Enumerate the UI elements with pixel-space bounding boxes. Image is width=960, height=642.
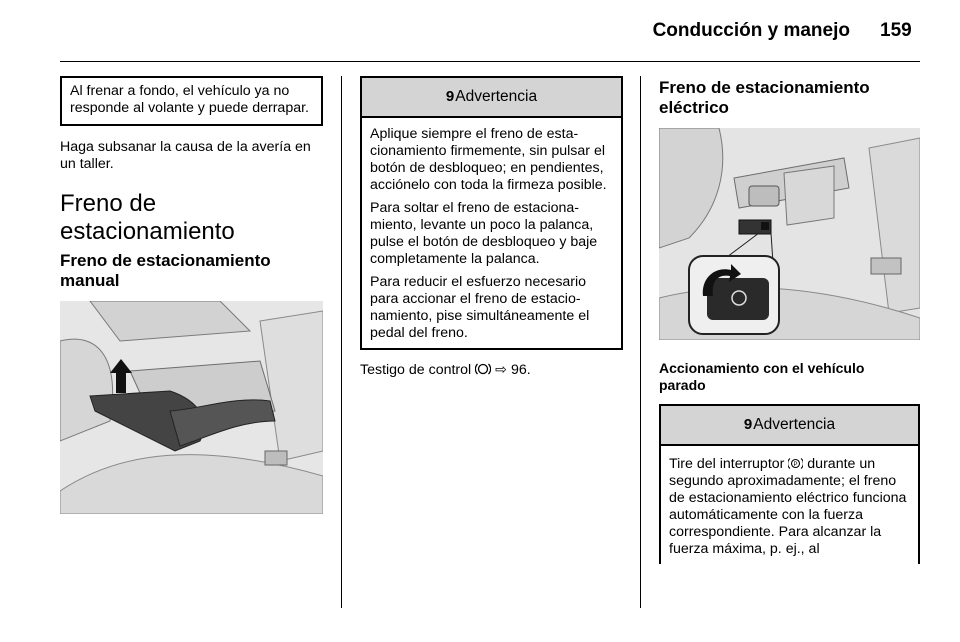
electric-parking-brake-switch-icon xyxy=(659,128,920,340)
section-heading: Freno de estacionamiento xyxy=(60,190,235,245)
subheading: Freno de estacionamiento eléctrico xyxy=(659,78,870,117)
subheading: Freno de estacionamiento manual xyxy=(60,251,271,290)
parking-brake-lamp-icon xyxy=(475,362,491,376)
subsubheading: Accionamiento con el vehículo parado xyxy=(659,360,865,393)
parking-brake-switch-icon xyxy=(788,457,803,470)
warning-body xyxy=(661,446,918,564)
warning-paragraph: Para reducir el esfuerzo necesario para accionar el freno de estacionamiento, pise simultáneamente el pedal del freno. xyxy=(370,274,590,341)
warning-text-rest: durante un segundo aproximadamente; el freno de estacionamiento eléctrico funciona automáticamente con la fuerza correspondiente. Para alcanzar la fuerza máxima, p. ej., al xyxy=(669,456,907,557)
body-text: Haga subsanar la causa de la avería en un taller. xyxy=(60,139,311,172)
svg-text:P: P xyxy=(793,462,798,468)
header-rule xyxy=(60,61,920,62)
electric-parking-brake-image xyxy=(659,128,920,340)
page-reference: 96. xyxy=(510,362,531,378)
column-3 xyxy=(659,76,920,564)
warning-box xyxy=(659,404,920,564)
warning-title: Advertencia xyxy=(753,416,836,433)
warning-box xyxy=(360,76,623,350)
warning-body xyxy=(362,118,621,348)
page-number: 159 xyxy=(880,20,912,41)
warning-paragraph: Aplique siempre el freno de estacionamiento firmemente, sin pulsar el botón de desbloqueo; en pendientes, acciónelo con toda la firmeza posible. xyxy=(370,126,607,193)
warning-paragraph: Para soltar el freno de estacionamiento, levante un poco la palanca, pulse el botón de desbloqueo y baje completamente la palanca. xyxy=(370,200,598,267)
control-label: Testigo de control xyxy=(360,362,472,378)
warning-paragraph xyxy=(669,456,910,558)
warning-triangle-icon: 9 xyxy=(445,88,455,105)
manual-handbrake-lever-icon xyxy=(60,301,323,514)
page-reference-arrow-icon: ⇨ xyxy=(495,362,507,378)
column-1 xyxy=(60,76,323,514)
column-divider xyxy=(341,76,342,608)
column-2 xyxy=(360,76,623,379)
warning-triangle-icon: 9 xyxy=(743,416,753,433)
warning-text-prefix: Tire del interruptor xyxy=(669,456,785,472)
control-reference xyxy=(360,362,623,379)
note-box: Al frenar a fondo, el vehículo ya no responde al volante y puede derrapar. xyxy=(60,76,323,126)
column-divider xyxy=(640,76,641,608)
manual-handbrake-image xyxy=(60,301,323,514)
warning-title: Advertencia xyxy=(455,88,538,105)
warning-header xyxy=(661,406,918,446)
warning-header xyxy=(362,78,621,118)
running-header: Conducción y manejo xyxy=(652,20,850,41)
